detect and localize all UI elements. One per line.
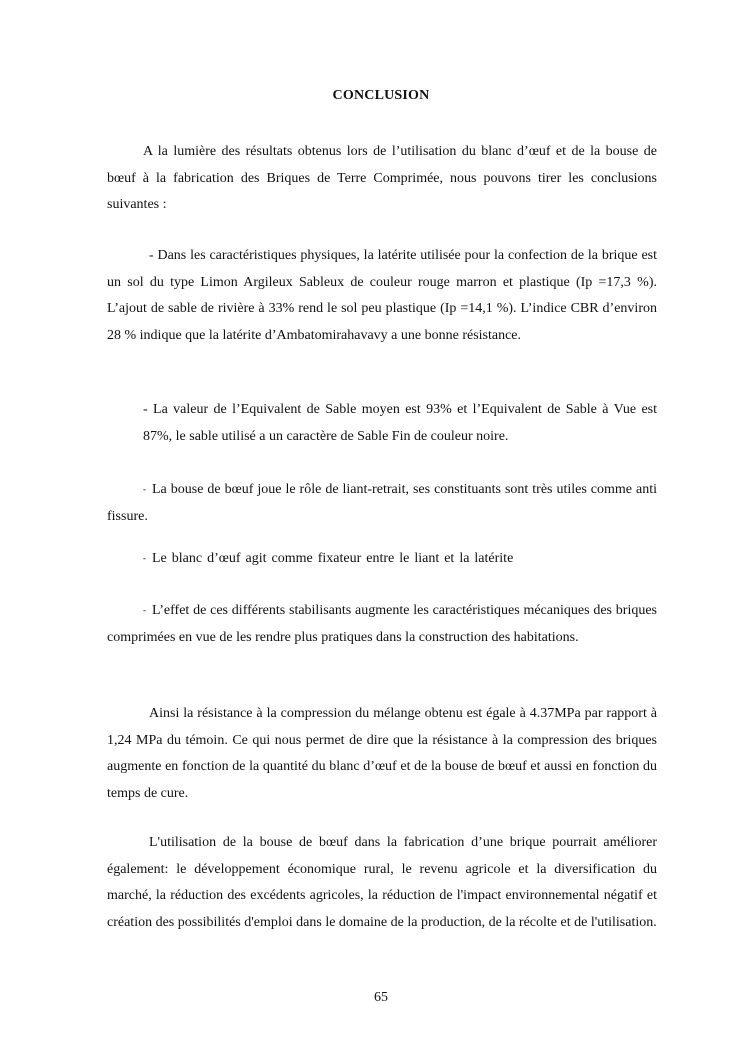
list-dash: - [143,553,146,563]
intro-paragraph: A la lumière des résultats obtenus lors de l’utilisation du blanc d’œuf et de la bouse de bœuf à la fabrication des Briques de Terre Comprimée, nous pouvons tirer les conclusions suivantes : [107,144,657,212]
cow-dung-text: La bouse de bœuf joue le rôle de liant-retrait, ses constituants sont très utiles comme anti fissure. [107,482,657,524]
page-title: CONCLUSION [332,88,430,103]
egg-white-text: Le blanc d’œuf agit comme fixateur entre le liant et la latérite [152,551,514,566]
economic-benefits-paragraph: L'utilisation de la bouse de bœuf dans la fabrication d’une brique pourrait améliorer également: le développement économique rural, le revenu agricole et la diversification du marché, la réduction des excédents agricoles, la réduction de l'impact environnemental négatif et création des possibilités d'emploi dans le domaine de la production, de la récolte et de l'utilisation. [107,835,657,930]
page-number: 65 [374,990,388,1005]
list-dash: - [143,605,146,615]
cow-dung-paragraph [107,476,657,530]
stabilizers-paragraph [107,597,657,651]
egg-white-paragraph [107,545,657,573]
compression-paragraph: Ainsi la résistance à la compression du mélange obtenu est égale à 4.37MPa par rapport à 1,24 MPa du témoin. Ce qui nous permet de dire que la résistance à la compression des briques augmente en fonction de la quantité du blanc d’œuf et de la bouse de bœuf et aussi en fonction du temps de cure. [107,706,657,801]
stabilizers-text: L’effet de ces différents stabilisants augmente les caractéristiques mécaniques des briques comprimées en vue de les rendre plus pratiques dans la construction des habitations. [107,603,657,645]
physical-characteristics-paragraph: - Dans les caractéristiques physiques, la latérite utilisée pour la confection de la brique est un sol du type Limon Argileux Sableux de couleur rouge marron et plastique (Ip =17,3 %). L’ajout de sable de rivière à 33% rend le sol peu plastique (Ip =14,1 %). L’indice CBR d’environ 28 % indique que la latérite d’Ambatomirahavavy a une bonne résistance. [107,248,657,343]
list-dash: - [143,484,146,494]
sand-equivalent-paragraph: - La valeur de l’Equivalent de Sable moyen est 93% et l’Equivalent de Sable à Vue est 87%, le sable utilisé a un caractère de Sable Fin de couleur noire. [143,402,657,444]
